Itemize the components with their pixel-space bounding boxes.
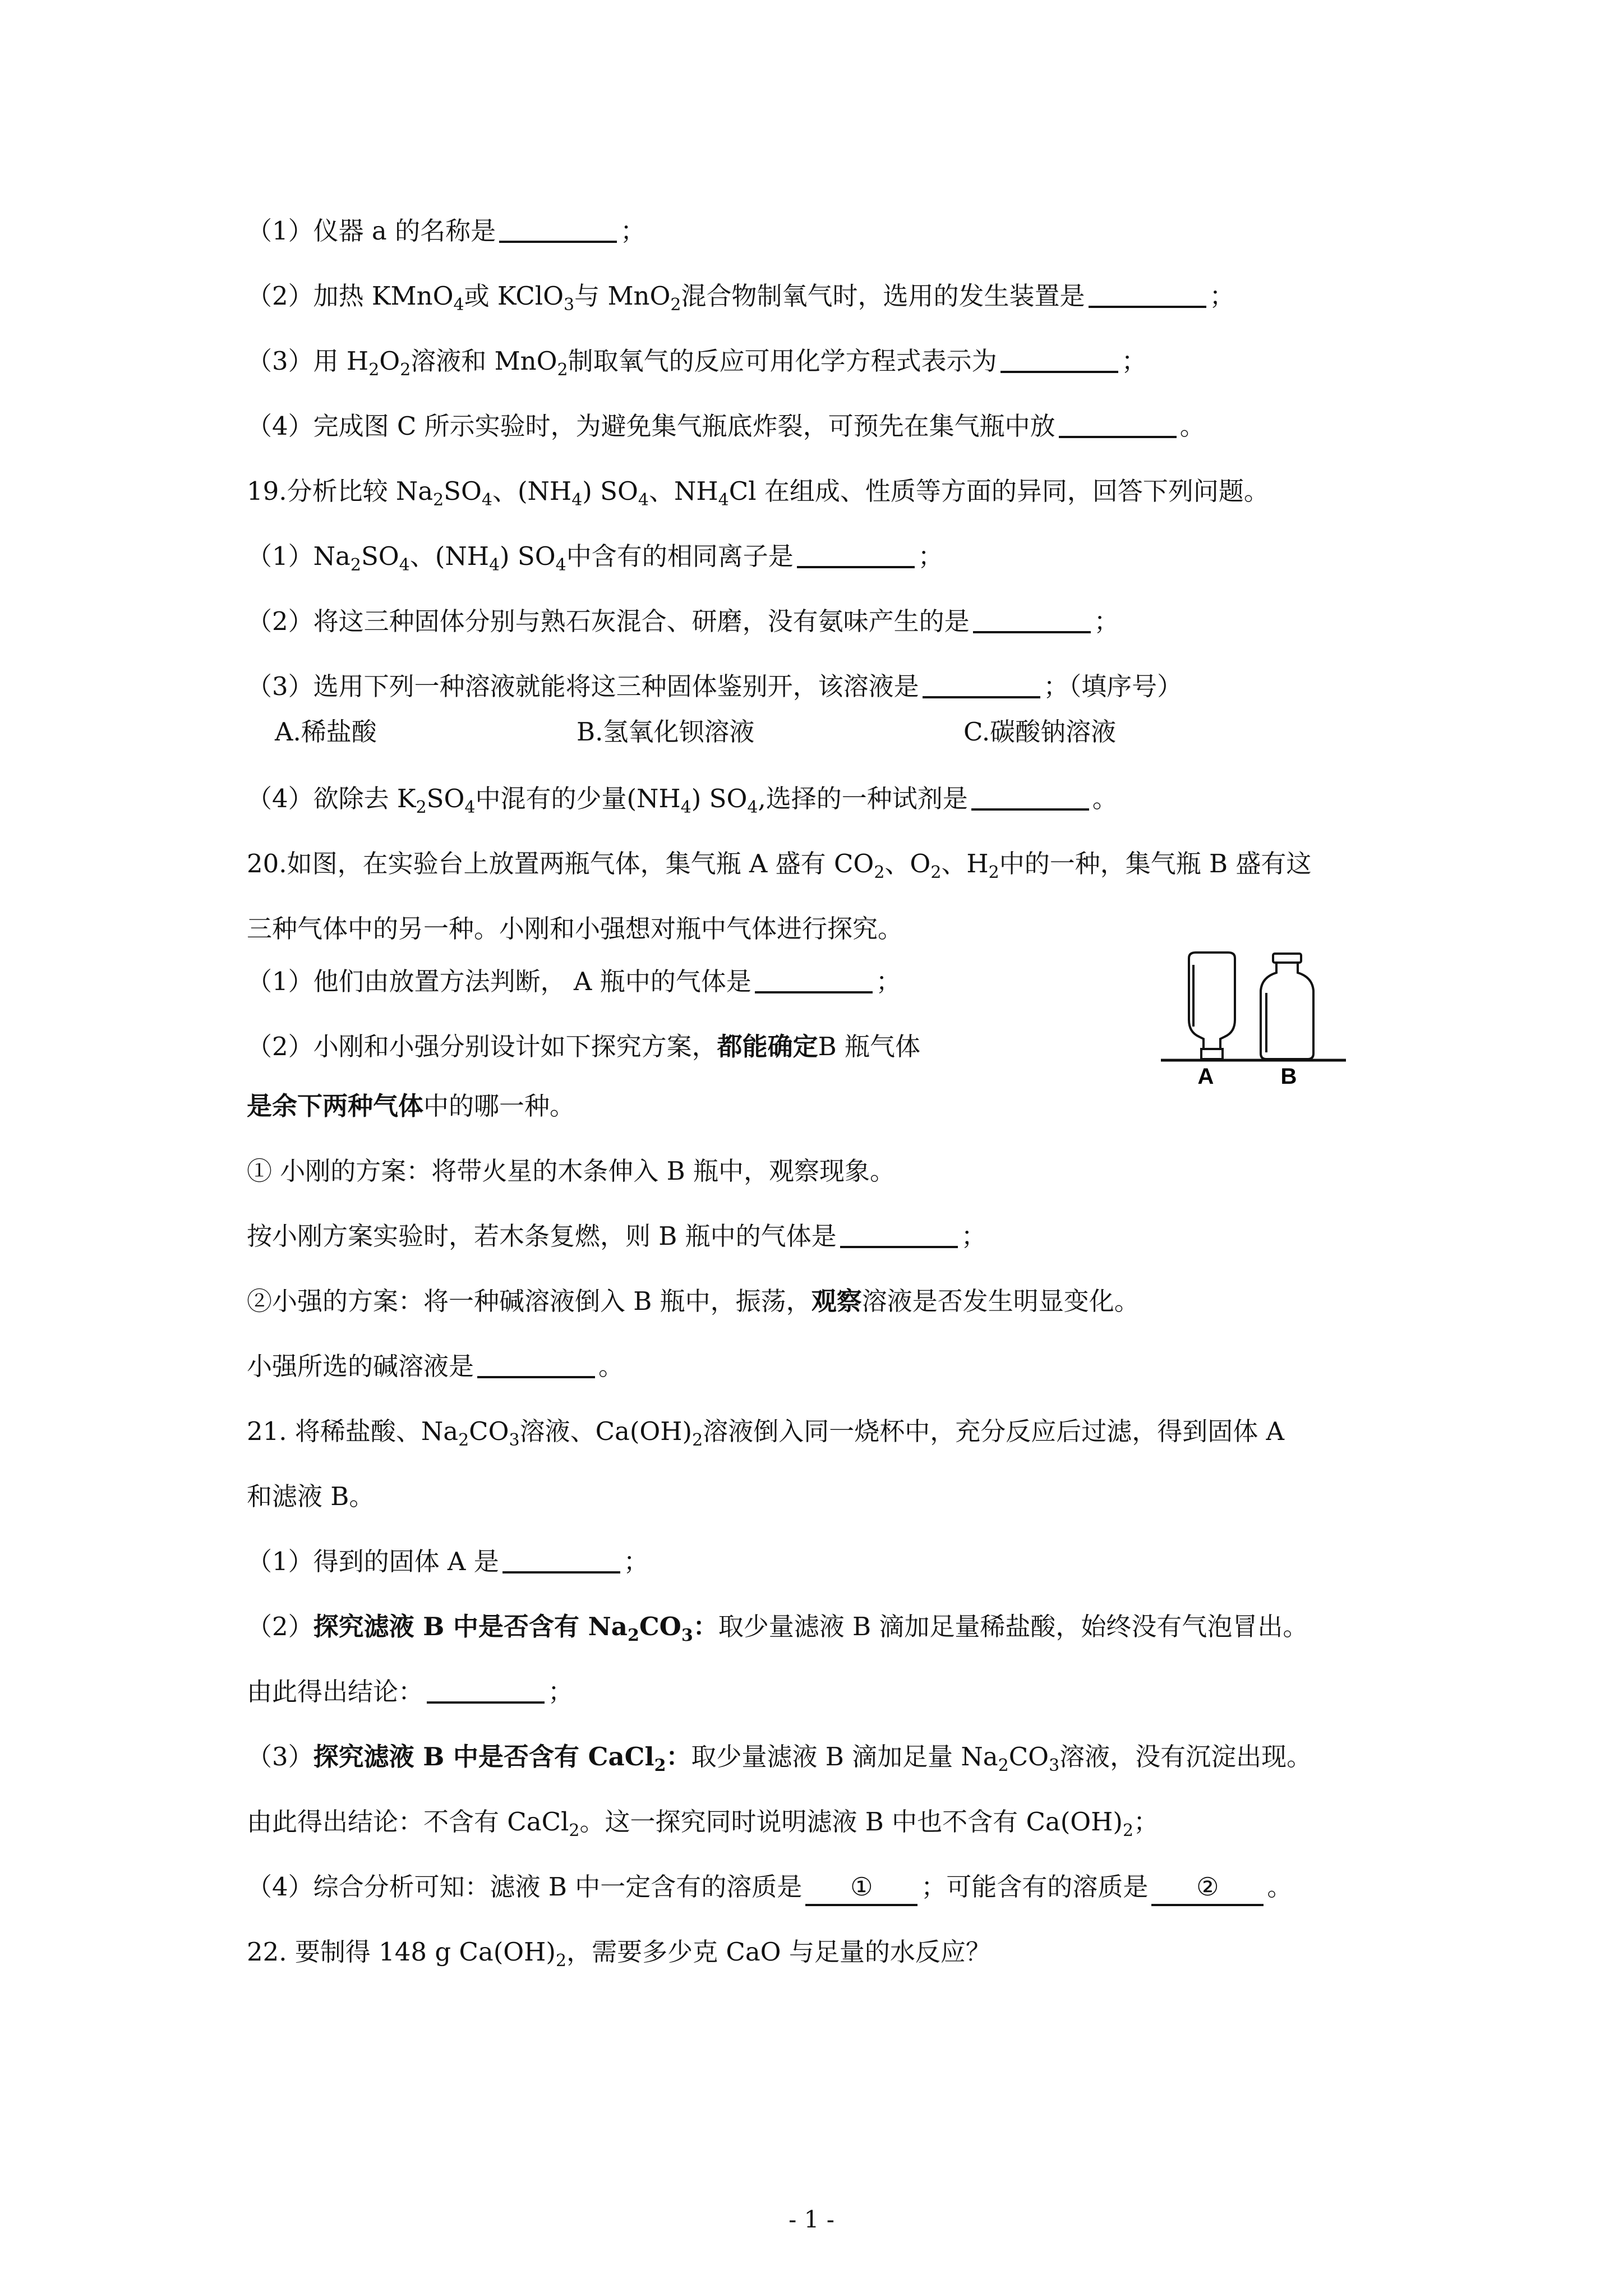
q19-line-3: （3）选用下列一种溶液就能将这三种固体鉴别开，该溶液是 ；（填序号）	[247, 671, 1183, 701]
q22-stem: 22. 要制得 148 g $Ca(OH)_2$，需要多少克 CaO 与足量的水反应？	[247, 1937, 991, 1971]
answer-blank-1[interactable]: ①	[805, 1870, 917, 1906]
option-b: B.氢氧化钡溶液	[577, 717, 755, 747]
q21-line-2: （2）探究滤液 B 中是否含有 $Na_2CO_3$：取少量滤液 B 滴加足量稀盐酸，始终没有气泡冒出。	[247, 1612, 1308, 1645]
q18-line-3: （3）用 $H_2O_2$溶液和 MnO$_2$制取氧气的反应可用化学方程式表示为 ；	[247, 346, 1147, 380]
q18-line-4: （4）完成图 C 所示实验时，为避免集气瓶底炸裂，可预先在集气瓶中放 。	[247, 411, 1205, 441]
page-number: - 1 -	[789, 2206, 834, 2233]
q21-line-6: （4）综合分析可知：滤液 B 中一定含有的溶质是 ① ；可能含有的溶质是 ② 。	[247, 1870, 1292, 1906]
answer-blank[interactable]	[1000, 348, 1118, 373]
answer-blank[interactable]	[973, 609, 1091, 633]
gas-bottles-figure	[1150, 948, 1352, 1094]
q20-stem-2: 三种气体中的另一种。小刚和小强想对瓶中气体进行探究。	[247, 914, 903, 944]
q19-options	[275, 715, 1116, 749]
answer-blank[interactable]	[427, 1679, 545, 1704]
answer-blank[interactable]	[1089, 283, 1206, 308]
answer-blank[interactable]	[840, 1223, 958, 1248]
q19-stem: 19.分析比较 $Na_2SO_4$、$(NH_4)$ $SO_4$、$NH_4Cl$ 在组成、性质等方面的异同，回答下列问题。	[247, 476, 1269, 510]
q21-stem-2: 和滤液 B。	[247, 1481, 375, 1511]
bottle-a-icon	[1189, 953, 1235, 1059]
answer-blank[interactable]	[1059, 413, 1177, 438]
bottle-b-label: B	[1280, 1064, 1297, 1089]
answer-blank[interactable]	[477, 1354, 595, 1378]
q21-line-4: （3）探究滤液 B 中是否含有 CaCl$_2$：取少量滤液 B 滴加足量 $Na_2CO_3$溶液，没有沉淀出现。	[247, 1742, 1312, 1775]
q19-line-1: $(1)Na_2SO_4$、$(NH_4)$ $SO_4$中含有的相同离子是 ；	[247, 541, 943, 575]
answer-blank[interactable]	[755, 969, 873, 993]
q19-line-2: （2）将这三种固体分别与熟石灰混合、研磨，没有氨味产生的是 ；	[247, 606, 1119, 636]
answer-blank[interactable]	[923, 674, 1040, 698]
gas-bottles-drawing	[1150, 948, 1352, 1094]
q21-stem-1: 21. 将稀盐酸、$Na_2CO_3$溶液、$Ca(OH)_2$溶液倒入同一烧杯中，充分反应后过滤，得到固体 A	[247, 1416, 1285, 1450]
q19-line-4: （4）欲除去 $K_2SO_4$中混有的少量$(NH_4)$ $SO_4$,选择的一种试剂是 。	[247, 784, 1118, 817]
bottle-b-icon	[1261, 954, 1313, 1059]
q20-stem-1: 20.如图，在实验台上放置两瓶气体，集气瓶 A 盛有 $CO_2$、$O_2$、$H_2$中的一种，集气瓶 B 盛有这	[247, 849, 1312, 882]
answer-blank[interactable]	[502, 1549, 620, 1573]
q21-line-5: 由此得出结论：不含有 CaCl$_2$。这一探究同时说明滤液 B 中也不含有 $Ca(OH)_2$；	[247, 1807, 1159, 1841]
bottle-a-label: A	[1197, 1064, 1214, 1089]
q20-line-1: （1）他们由放置方法判断， A 瓶中的气体是 ；	[247, 967, 901, 996]
option-a: A.稀盐酸	[275, 717, 377, 747]
answer-blank[interactable]	[499, 218, 617, 243]
q20-line-2: （2）小刚和小强分别设计如下探究方案，都能确定B 瓶气体	[247, 1032, 921, 1061]
q18-line-1: （1）仪器 a 的名称是 ；	[247, 216, 646, 246]
q20-line-6: ②小强的方案：将一种碱溶液倒入 B 瓶中，振荡，观察溶液是否发生明显变化。	[247, 1286, 1140, 1316]
q21-line-1: （1）得到的固体 A 是 ；	[247, 1547, 649, 1576]
answer-blank[interactable]	[971, 786, 1089, 811]
q21-line-3: 由此得出结论： ；	[247, 1677, 574, 1706]
q20-line-3: 是余下两种气体中的哪一种。	[247, 1091, 575, 1121]
answer-blank[interactable]	[797, 544, 915, 568]
q20-line-7: 小强所选的碱溶液是 。	[247, 1351, 624, 1381]
option-c: C.碳酸钠溶液	[963, 717, 1117, 747]
q20-line-4: ① 小刚的方案：将带火星的木条伸入 B 瓶中，观察现象。	[247, 1156, 895, 1186]
q20-line-5: 按小刚方案实验时，若木条复燃，则 B 瓶中的气体是 ；	[247, 1221, 986, 1251]
q18-line-2: （2）加热 KMnO$_4$或 KClO$_3$与 MnO$_2$混合物制氧气时，选用的发生装置是 ；	[247, 281, 1235, 315]
answer-blank-2[interactable]: ②	[1151, 1870, 1264, 1906]
